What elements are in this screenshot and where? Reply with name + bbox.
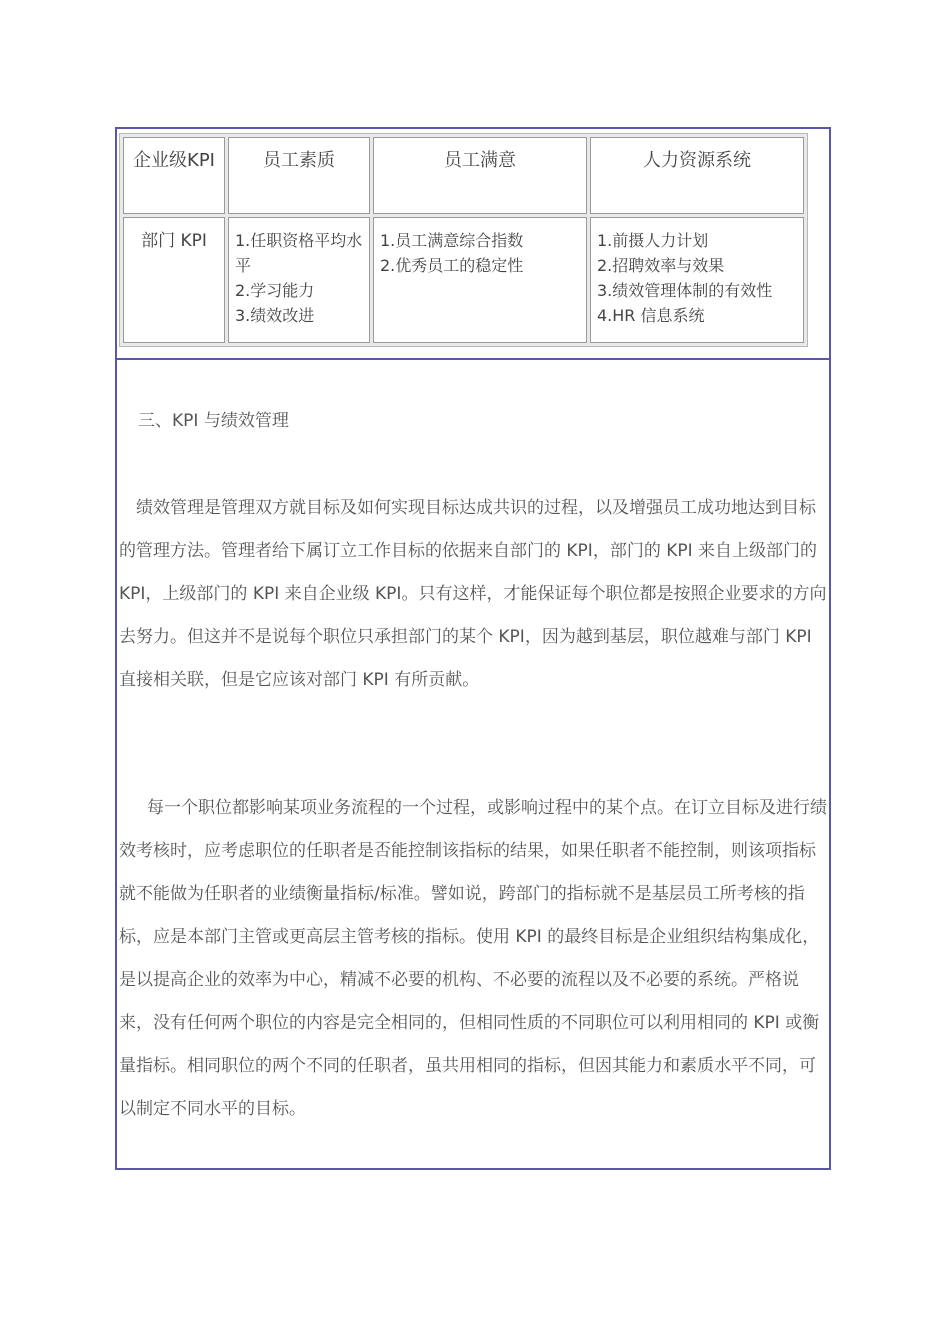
list-item: 2.优秀员工的稳定性 [380,256,524,275]
cell-hr-system [590,217,804,343]
list-item: 1.任职资格平均水平 [235,231,363,275]
list-item: 3.绩效改进 [235,306,315,325]
paragraph-position-kpi: 每一个职位都影响某项业务流程的一个过程，或影响过程中的某个点。在订立目标及进行绩效考核时，应考虑职位的任职者是否能控制该指标的结果，如果任职者不能控制，则该项指标就不能做为任职者的业绩衡量指标/标准。譬如说，跨部门的指标就不是基层员工所考核的指标，应是本部门主管或更高层主管考核的指标。使用 KPI 的最终目标是企业组织结构集成化，是以提高企业的效率为中心，精减不必要的机构、不必要的流程以及不必要的系统。严格说来，没有任何两个职位的内容是完全相同的，但相同性质的不同职位可以利用相同的 KPI 或衡量指标。相同职位的两个不同的任职者，虽共用相同的指标，但因其能力和素质水平不同，可以制定不同水平的目标。 [119,798,827,1119]
header-hr-system: 人力资源系统 [590,137,804,214]
cell-employee-quality [228,217,370,343]
header-employee-satisfaction: 员工满意 [373,137,587,214]
header-employee-quality: 员工素质 [228,137,370,214]
list-item: 2.招聘效率与效果 [597,256,725,275]
list-item: 2.学习能力 [235,281,315,300]
cell-employee-satisfaction [373,217,587,343]
list-item: 4.HR 信息系统 [597,306,705,325]
list-item: 3.绩效管理体制的有效性 [597,281,773,300]
row-label-department-kpi: 部门 KPI [123,217,225,343]
header-enterprise-kpi: 企业级KPI [123,137,225,214]
section-heading: 三、KPI 与绩效管理 [138,411,289,431]
table-row [123,217,804,343]
kpi-table [119,133,808,347]
table-header-row [123,137,804,214]
list-item: 1.前摄人力计划 [597,231,709,250]
paragraph-performance-management: 绩效管理是管理双方就目标及如何实现目标达成共识的过程，以及增强员工成功地达到目标的管理方法。管理者给下属订立工作目标的依据来自部门的 KPI，部门的 KPI 来自上级部门的 KPI，上级部门的 KPI 来自企业级 KPI。只有这样，才能保证每个职位都是按照企业要求的方向去努力。但这并不是说每个职位只承担部门的某个 KPI，因为越到基层，职位越难与部门 KPI 直接相关联，但是它应该对部门 KPI 有所贡献。 [119,498,827,690]
list-item: 1.员工满意综合指数 [380,231,524,250]
